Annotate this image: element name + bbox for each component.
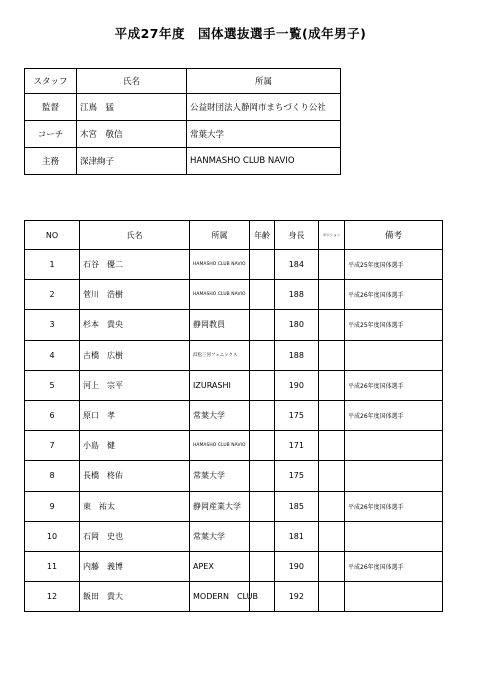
player-affiliation: 静岡教員 — [190, 310, 250, 340]
player-age — [250, 521, 275, 551]
player-position — [319, 431, 345, 461]
player-no: 2 — [25, 280, 80, 310]
player-row — [25, 491, 443, 521]
player-name: 東 祐太 — [80, 491, 190, 521]
player-no: 4 — [25, 340, 80, 370]
player-name: 古橋 広樹 — [80, 340, 190, 370]
player-height: 188 — [275, 280, 319, 310]
player-age — [250, 461, 275, 491]
player-row — [25, 400, 443, 430]
player-position — [319, 370, 345, 400]
player-age — [250, 370, 275, 400]
player-remarks — [345, 461, 443, 491]
player-affiliation: 常葉大学 — [190, 461, 250, 491]
player-affiliation: 常葉大学 — [190, 400, 250, 430]
staff-role: 主務 — [25, 148, 77, 175]
staff-affiliation: HANMASHO CLUB NAVIO — [187, 148, 341, 175]
player-height: 181 — [275, 521, 319, 551]
player-height: 192 — [275, 582, 319, 612]
player-age — [250, 250, 275, 280]
player-no: 9 — [25, 491, 80, 521]
player-name: 内藤 義博 — [80, 551, 190, 581]
players-header-age: 年齢 — [250, 221, 275, 250]
player-no: 12 — [25, 582, 80, 612]
player-remarks — [345, 582, 443, 612]
player-no: 7 — [25, 431, 80, 461]
player-position — [319, 340, 345, 370]
player-position — [319, 491, 345, 521]
player-age — [250, 280, 275, 310]
player-row — [25, 250, 443, 280]
player-no: 6 — [25, 400, 80, 430]
players-header-height: 身長 — [275, 221, 319, 250]
player-height: 188 — [275, 340, 319, 370]
player-height: 171 — [275, 431, 319, 461]
staff-name: 江嶌 猛 — [77, 94, 187, 121]
player-no: 3 — [25, 310, 80, 340]
players-header-remarks: 備考 — [345, 221, 443, 250]
players-header-row — [25, 221, 443, 250]
player-affiliation: MODERN CLUB — [190, 582, 250, 612]
player-height: 190 — [275, 370, 319, 400]
player-name: 小島 健 — [80, 431, 190, 461]
players-header-name: 氏名 — [80, 221, 190, 250]
staff-header-affiliation: 所属 — [187, 69, 341, 94]
player-remarks: 平成26年度国体選手 — [345, 551, 443, 581]
player-no: 8 — [25, 461, 80, 491]
player-affiliation: 浜松三河フェニックス — [190, 340, 250, 370]
players-header-affiliation: 所属 — [190, 221, 250, 250]
player-position — [319, 521, 345, 551]
player-position — [319, 551, 345, 581]
staff-role: コーチ — [25, 121, 77, 148]
player-remarks: 平成26年度国体選手 — [345, 280, 443, 310]
staff-role: 監督 — [25, 94, 77, 121]
player-age — [250, 491, 275, 521]
player-affiliation: APEX — [190, 551, 250, 581]
player-height: 185 — [275, 491, 319, 521]
player-remarks — [345, 521, 443, 551]
player-affiliation: HAMASHO CLUB NAVIO — [190, 280, 250, 310]
player-affiliation: IZURASHI — [190, 370, 250, 400]
player-name: 飯田 貴大 — [80, 582, 190, 612]
player-age — [250, 431, 275, 461]
staff-header-role: スタッフ — [25, 69, 77, 94]
player-name: 石岡 史也 — [80, 521, 190, 551]
player-remarks — [345, 431, 443, 461]
player-no: 1 — [25, 250, 80, 280]
player-position — [319, 400, 345, 430]
player-name: 長橋 柊佑 — [80, 461, 190, 491]
player-height: 190 — [275, 551, 319, 581]
player-affiliation: 静岡産業大学 — [190, 491, 250, 521]
player-age — [250, 551, 275, 581]
player-position — [319, 280, 345, 310]
players-header-position: ポジション — [319, 221, 345, 250]
player-name: 石谷 優二 — [80, 250, 190, 280]
staff-row — [25, 121, 341, 148]
staff-name: 深津絢子 — [77, 148, 187, 175]
players-header-no: NO — [25, 221, 80, 250]
player-row — [25, 370, 443, 400]
player-affiliation: HAMASHO CLUB NAVIO — [190, 431, 250, 461]
player-name: 杉本 貴央 — [80, 310, 190, 340]
player-remarks: 平成26年度国体選手 — [345, 400, 443, 430]
player-position — [319, 310, 345, 340]
player-row — [25, 521, 443, 551]
staff-row — [25, 148, 341, 175]
player-remarks: 平成26年度国体選手 — [345, 370, 443, 400]
player-row — [25, 461, 443, 491]
staff-table — [24, 68, 341, 175]
staff-affiliation: 常葉大学 — [187, 121, 341, 148]
player-position — [319, 461, 345, 491]
player-age — [250, 310, 275, 340]
player-no: 5 — [25, 370, 80, 400]
player-height: 175 — [275, 400, 319, 430]
player-age — [250, 340, 275, 370]
players-table — [24, 220, 443, 612]
player-row — [25, 431, 443, 461]
player-name: 河上 宗平 — [80, 370, 190, 400]
player-height: 184 — [275, 250, 319, 280]
player-no: 10 — [25, 521, 80, 551]
page-title: 平成27年度 国体選抜選手一覧(成年男子) — [114, 26, 367, 41]
player-position — [319, 582, 345, 612]
player-name: 菅川 浩樹 — [80, 280, 190, 310]
player-affiliation: 常葉大学 — [190, 521, 250, 551]
player-row — [25, 280, 443, 310]
player-age — [250, 400, 275, 430]
player-position — [319, 250, 345, 280]
player-row — [25, 340, 443, 370]
staff-row — [25, 94, 341, 121]
player-affiliation: HAMASHO CLUB NAVIO — [190, 250, 250, 280]
staff-header-name: 氏名 — [77, 69, 187, 94]
staff-affiliation: 公益財団法人静岡市まちづくり公社 — [187, 94, 341, 121]
player-remarks — [345, 340, 443, 370]
staff-header-row — [25, 69, 341, 94]
player-height: 180 — [275, 310, 319, 340]
player-height: 175 — [275, 461, 319, 491]
player-remarks: 平成25年度国体選手 — [345, 250, 443, 280]
player-name: 原口 孝 — [80, 400, 190, 430]
player-row — [25, 551, 443, 581]
player-remarks: 平成26年度国体選手 — [345, 491, 443, 521]
staff-name: 木宮 敬信 — [77, 121, 187, 148]
player-row — [25, 310, 443, 340]
player-no: 11 — [25, 551, 80, 581]
player-row — [25, 582, 443, 612]
player-remarks: 平成25年度国体選手 — [345, 310, 443, 340]
